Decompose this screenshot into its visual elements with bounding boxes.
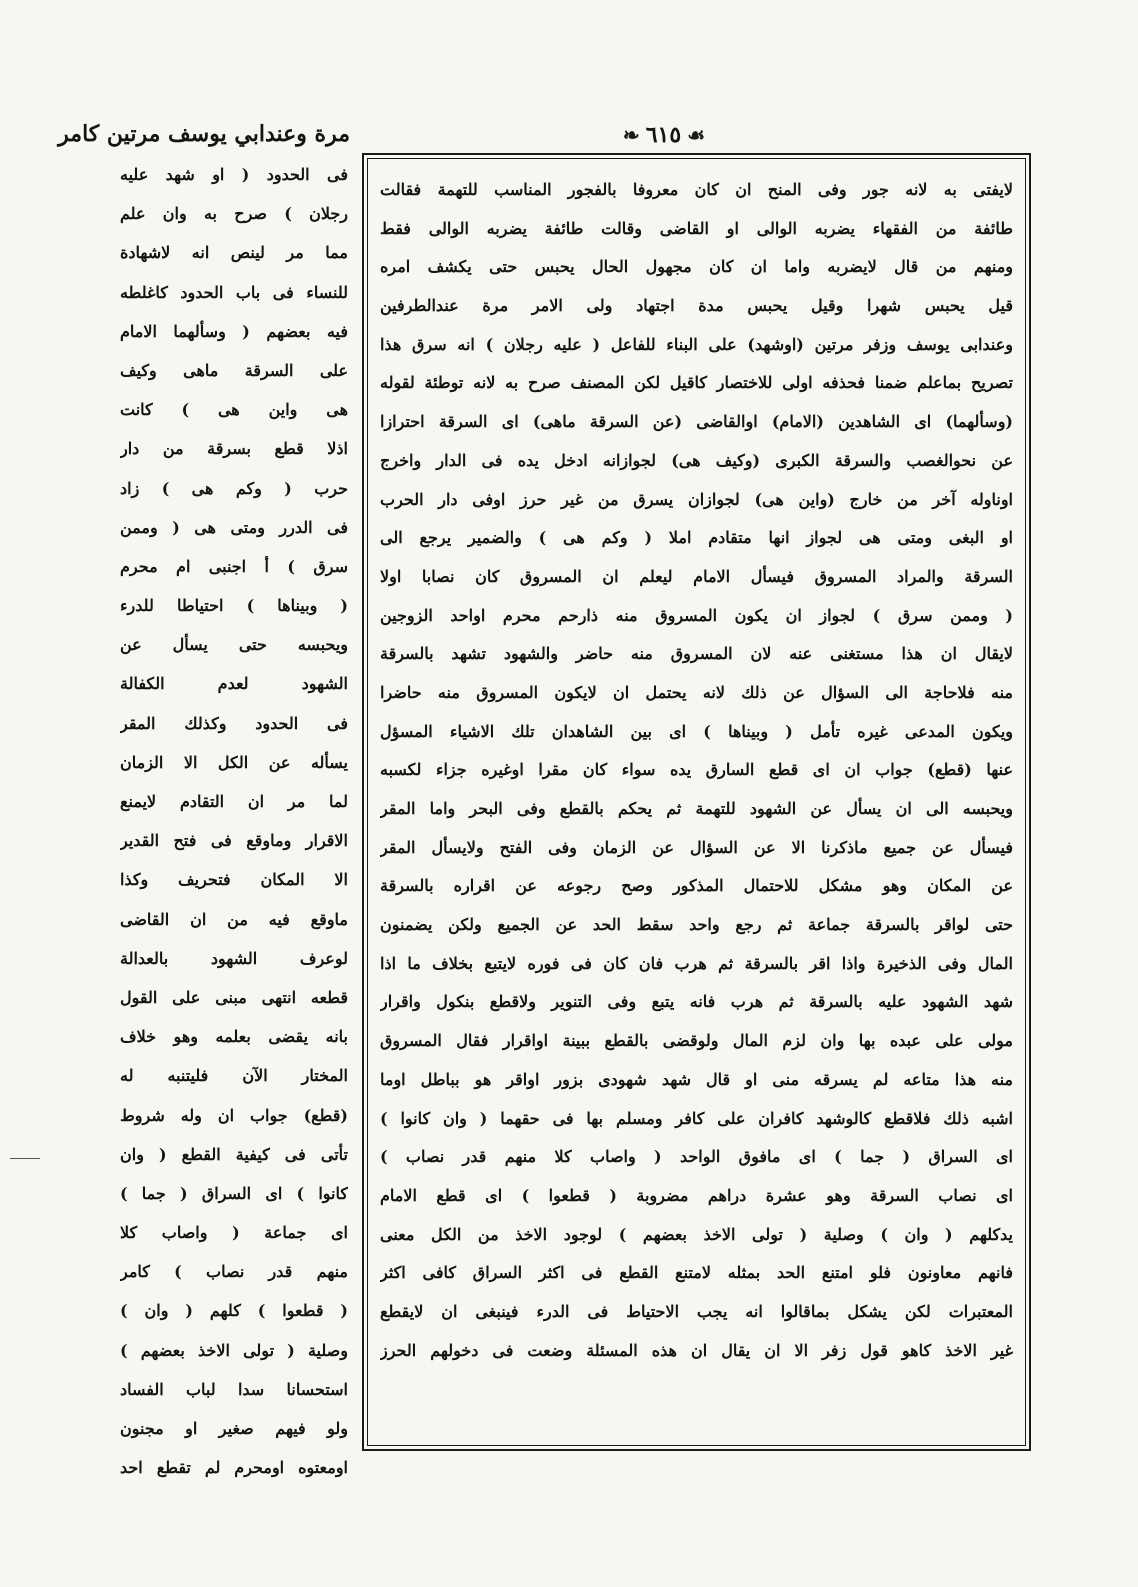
main-text-line: اوناوله آخر من خارج (واين هى) لجوازان يسرق من غير حرز اوفى دار الحرب — [380, 489, 1013, 509]
main-text-line: شهد الشهود عليه بالسرقة ثم هرب فانه يتبع وفى التنوير ولاقطع بنكول واقرار — [380, 992, 1013, 1012]
commentary-line: للنساء فى باب الحدود كاغلطه — [120, 282, 348, 302]
main-text-line: تصريح بماعلم ضمنا فحذفه اولى للاختصار كاقيل لكن المصنف صرح به لانه توطئة لقوله — [380, 373, 1013, 393]
main-text-line: فيسأل عن جميع ماذكرنا الا عن السؤال عن الزمان وفى الفتح ولايسأل المقر — [380, 837, 1013, 857]
main-text-line: المال وفى الذخيرة واذا اقر بالسرقة ثم هرب فان كان فى فوره لايتبع بخلاف ما اذا — [380, 953, 1013, 973]
running-header: مرة وعندابي يوسف مرتين كامر — [58, 121, 350, 147]
commentary-line: لوعرف الشهود بالعدالة — [120, 948, 348, 968]
main-text-line: مولى على عبده بها وان لزم المال ولوقضى بالقطع ببينة اواقرار فقال المسروق — [380, 1031, 1013, 1051]
commentary-line: ولو فيهم صغير او مجنون — [120, 1419, 348, 1438]
main-text-line: وعندابى يوسف وزفر مرتين (اوشهد) على البناء للفاعل ( عليه رجلان ) انه سرق هذا — [380, 334, 1013, 354]
main-text-line: غير الاخذ كاهو قول زفر الا ان يقال ان هذه المسئلة وضعت فى دخولهم الحرز — [380, 1340, 1013, 1360]
commentary-line: رجلان ) صرح به وان علم — [120, 204, 348, 224]
commentary-line: على السرقة ماهى وكيف — [120, 360, 348, 380]
commentary-line: ماوقع فيه من ان القاضى — [120, 909, 348, 929]
commentary-line: استحسانا سدا لباب الفساد — [120, 1379, 348, 1399]
commentary-line: بانه يقضى بعلمه وهو خلاف — [120, 1027, 348, 1047]
commentary-line: اومعتوه اومحرم لم تقطع احد — [120, 1458, 348, 1478]
commentary-line: الشهود لعدم الكفالة — [120, 674, 348, 694]
main-text-line: عنها (قطع) جواب ان اى قطع السارق يده سواء كان مقرا اوغيره جزاء لكسبه — [380, 760, 1013, 780]
commentary-line: فى الدرر ومتى هى ( وممن — [120, 517, 348, 537]
commentary-line: ( قطعوا ) كلهم ( وان ) — [120, 1301, 348, 1321]
commentary-line: المختار الآن فليتنبه له — [120, 1066, 348, 1086]
commentary-line: سرق ) أ اجنبى ام محرم — [120, 556, 348, 576]
commentary-line: ويحبسه حتى يسأل عن — [120, 635, 348, 655]
main-text-line: او البغى ومتى هى لجواز انها متقادم املا ( وكم هى ) والضمير يرجع الى — [380, 528, 1013, 548]
commentary-line: الا المكان فتحريف وكذا — [120, 870, 348, 890]
main-text-line: اى نصاب السرقة وهو عشرة دراهم مضروبة ( قطعوا ) اى قطع الامام — [380, 1185, 1013, 1205]
commentary-line: فى الحدود ( او شهد عليه — [120, 165, 348, 184]
commentary-line: يسأله عن الكل الا الزمان — [120, 752, 348, 772]
main-text-line: طائفة من الفقهاء يضربه الوالى او القاضى وقالت طائفة يضربه الوالى فقط — [380, 218, 1013, 238]
main-text-line: ويحبسه الى ان يسأل عن الشهود للتهمة ثم يحكم بالقطع وفى البحر واما المقر — [380, 799, 1013, 818]
commentary-line: الاقرار وماوقع فى فتح القدير — [120, 831, 348, 851]
commentary-line: لما مر ان التقادم لايمنع — [120, 792, 348, 811]
main-text-line: عن نحوالغصب والسرقة الكبرى (وكيف هى) لجوازانه ادخل يده فى الدار واخرج — [380, 450, 1013, 470]
margin-mark — [10, 1158, 40, 1159]
main-text-line: حتى لواقر بالسرقة جماعة ثم رجع واحد سقط الحد عن الجميع ولكن يضمنون — [380, 915, 1013, 935]
commentary-line: منهم قدر نصاب ) كامر — [120, 1262, 348, 1282]
commentary-line: اذلا قطع بسرقة من دار — [120, 439, 348, 459]
ornament-right-icon: ☙ — [687, 123, 706, 147]
page-number: ٦١٥ — [645, 122, 682, 148]
commentary-line: اى جماعة ( واصاب كلا — [120, 1223, 348, 1243]
commentary-line: قطعه انتهى مبنى على القول — [120, 987, 348, 1007]
commentary-line: (قطع) جواب ان وله شروط — [120, 1105, 348, 1125]
main-text-frame — [362, 153, 1031, 1451]
main-text-line: عن المكان وهو مشكل للاحتمال المذكور وصح رجوعه عن اقراره بالسرقة — [380, 876, 1013, 896]
main-text-line: قيل يحبس شهرا وقيل يحبس مدة اجتهاد ولى الامر مرة عندالطرفين — [380, 296, 1013, 316]
main-text-line: ( وممن سرق ) لجواز ان يكون المسروق منه ذارحم محرم اواحد الزوجين — [380, 605, 1013, 625]
commentary-line: كانوا ) اى السراق ( جما ) — [120, 1183, 348, 1203]
commentary-line: ( وبيناها ) احتياطا للدرء — [120, 596, 348, 616]
main-text-body — [367, 158, 1026, 1446]
main-text-line: اى السراق ( جما ) اى مافوق الواحد ( واصاب كلا منهم قدر نصاب ) — [380, 1147, 1013, 1167]
main-text-line: منه هذا متاعه لم يسرقه منى او قال شهد شهودى بزور اواقر هو بباطل اوما — [380, 1069, 1013, 1089]
main-text-line: (وسألهما) اى الشاهدين (الامام) اوالقاضى (عن السرقة ماهى) اى السرقة احترازا — [380, 412, 1013, 432]
commentary-line: هى واين هى ) كانت — [120, 400, 348, 420]
main-text-line: المعتبرات لكن يشكل بماقالوا انه يجب الاحتياط فى الدرء فينبغى ان لايقطع — [380, 1301, 1013, 1321]
page-number-block — [596, 118, 732, 152]
main-text-line: ويكون المدعى غيره تأمل ( وبيناها ) اى بين الشاهدان تلك الاشياء المسؤل — [380, 721, 1013, 741]
commentary-column — [120, 155, 348, 1485]
main-text-line: السرقة والمراد المسروق فيسأل الامام ليعلم ان المسروق كان نصابا اولا — [380, 566, 1013, 586]
main-text-line: لايقال ان هذا مستغنى عنه لان المسروق منه حاضر والشهود تشهد بالسرقة — [380, 644, 1013, 664]
commentary-line: وصلية ( تولى الاخذ بعضهم ) — [120, 1340, 348, 1360]
commentary-line: تأتى فى كيفية القطع ( وان — [120, 1144, 348, 1164]
ornament-left-icon: ❧ — [622, 123, 640, 147]
main-text-line: اشبه ذلك فلاقطع كالوشهد كافران على كافر ومسلم بها فى حقهما ( وان كانوا ) — [380, 1108, 1013, 1128]
main-text-line: منه فلاحاجة الى السؤال عن ذلك لانه يحتمل ان لايكون المسروق منه حاضرا — [380, 682, 1013, 702]
main-text-line: فانهم معاونون فلو امتنع الحد بمثله لامتنع القطع فى اكثر السراق كافى اكثر — [380, 1263, 1013, 1283]
commentary-line: مما مر لينص انه لاشهادة — [120, 243, 348, 263]
main-text-line: لايفتى به لانه جور وفى المنح ان كان معروفا بالفجور المناسب للتهمة فقالت — [380, 180, 1013, 199]
commentary-line: فيه بعضهم ( وسألهما الامام — [120, 321, 348, 341]
main-text-line: ومنهم من قال لايضربه واما ان كان مجهول الحال يحبس حتى يكشف امره — [380, 257, 1013, 277]
main-text-line: يدكلهم ( وان ) وصلية ( تولى الاخذ بعضهم ) لوجود الاخذ من الكل معنى — [380, 1224, 1013, 1244]
commentary-line: فى الحدود وكذلك المقر — [120, 713, 348, 733]
commentary-line: حرب ( وكم هى ) زاد — [120, 478, 348, 498]
